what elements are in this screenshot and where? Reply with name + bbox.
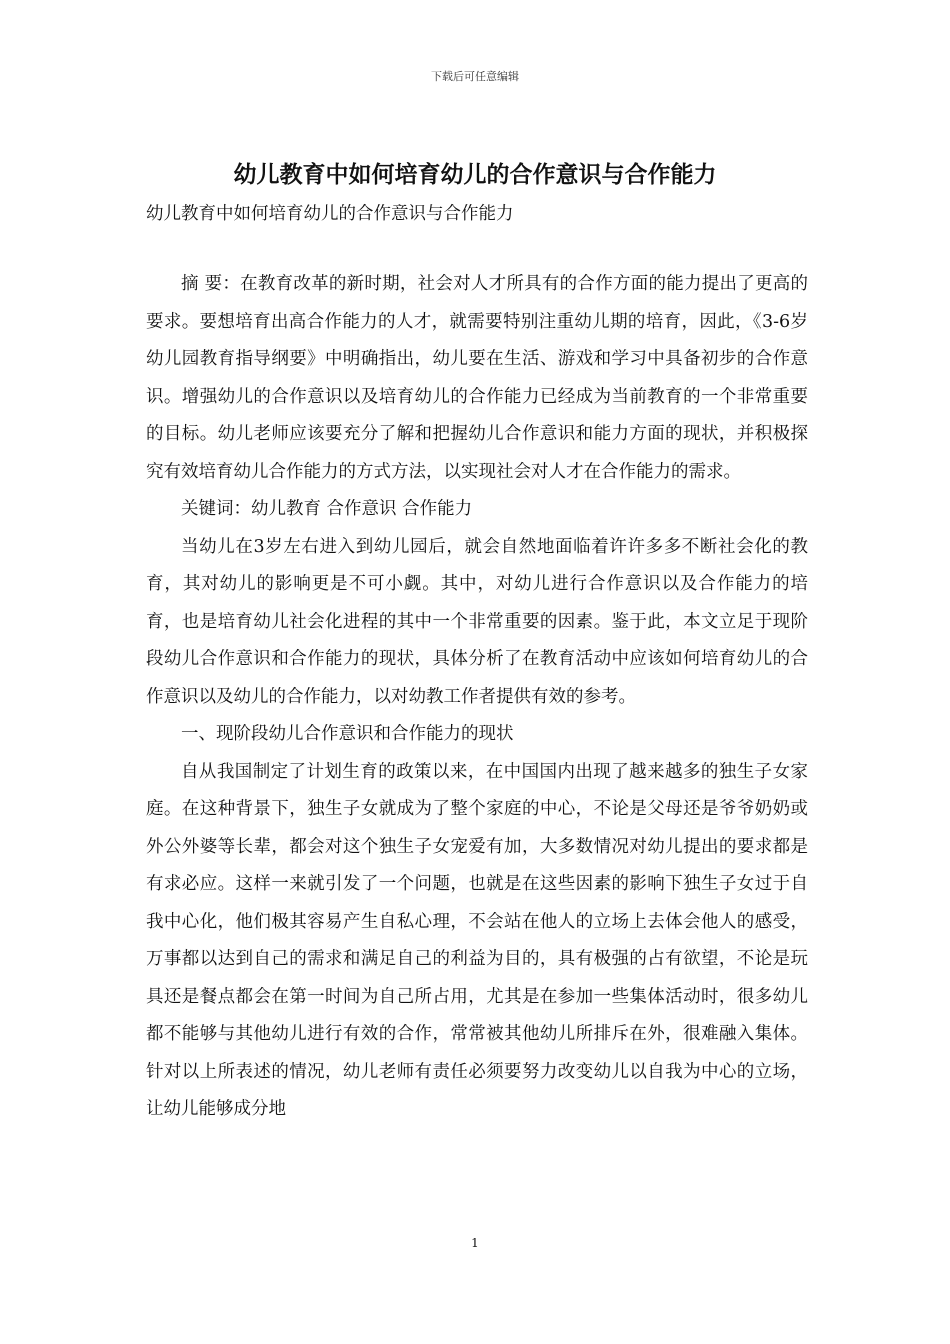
intro-paragraph: 当幼儿在3岁左右进入到幼儿园后，就会自然地面临着许许多多不断社会化的教育，其对幼儿的影响更是不可小觑。其中，对幼儿进行合作意识以及合作能力的培育，也是培育幼儿社会化进程的其中一个非常重要的因素。鉴于此，本文立足于现阶段幼儿合作意识和合作能力的现状，具体分析了在教育活动中应该如何培育幼儿的合作意识以及幼儿的合作能力，以对幼教工作者提供有效的参考。 <box>146 536 808 707</box>
document-subtitle: 幼儿教育中如何培育幼儿的合作意识与合作能力 <box>146 204 514 224</box>
keywords-paragraph: 关键词：幼儿教育 合作意识 合作能力 <box>181 499 473 519</box>
page-number: 1 <box>471 1236 479 1250</box>
abstract-paragraph: 摘 要：在教育改革的新时期，社会对人才所具有的合作方面的能力提出了更高的要求。要想培育出高合作能力的人才，就需要特别注重幼儿期的培育，因此，《3-6岁幼儿园教育指导纲要》中明确指出，幼儿要在生活、游戏和学习中具备初步的合作意识。增强幼儿的合作意识以及培育幼儿的合作能力已经成为当前教育的一个非常重要的目标。幼儿老师应该要充分了解和把握幼儿合作意识和能力方面的现状，并积极探究有效培育幼儿合作能力的方式方法，以实现社会对人才在合作能力的需求。 <box>146 274 808 482</box>
section-body-paragraph: 自从我国制定了计划生育的政策以来，在中国国内出现了越来越多的独生子女家庭。在这种背景下，独生子女就成为了整个家庭的中心，不论是父母还是爷爷奶奶或外公外婆等长辈，都会对这个独生子女宠爱有加，大多数情况对幼儿提出的要求都是有求必应。这样一来就引发了一个问题，也就是在这些因素的影响下独生子女过于自我中心化，他们极其容易产生自私心理，不会站在他人的立场上去体会他人的感受，万事都以达到自己的需求和满足自己的利益为目的，具有极强的占有欲望，不论是玩具还是餐点都会在第一时间为自己所占用，尤其是在参加一些集体活动时，很多幼儿都不能够与其他幼儿进行有效的合作，常常被其他幼儿所排斥在外，很难融入集体。针对以上所表述的情况，幼儿老师有责任必须要努力改变幼儿以自我为中心的立场，让幼儿能够成分地 <box>146 761 808 1119</box>
document-title: 幼儿教育中如何培育幼儿的合作意识与合作能力 <box>233 162 717 188</box>
section-heading: 一、现阶段幼儿合作意识和合作能力的现状 <box>181 724 514 744</box>
header-note: 下载后可任意编辑 <box>431 70 519 83</box>
document-body <box>146 266 808 1129</box>
